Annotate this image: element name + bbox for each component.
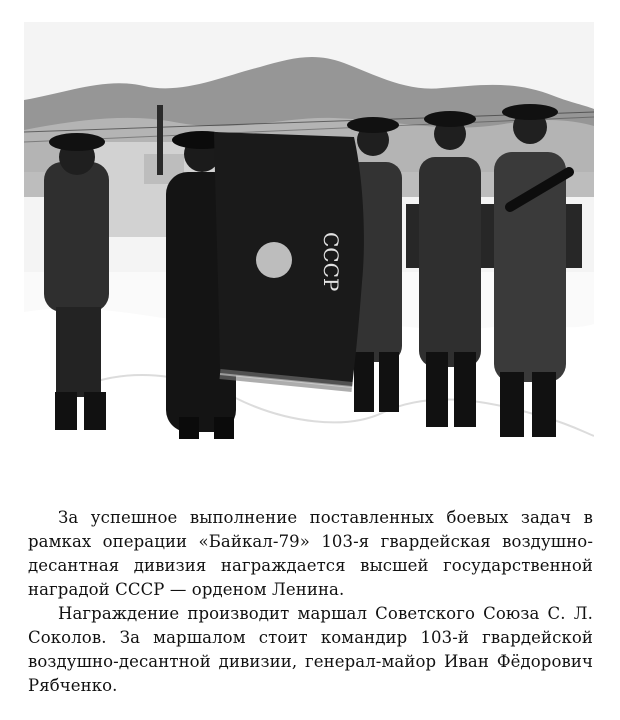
caption-text [28, 506, 593, 698]
caption-paragraph-1: За успешное выполнение поставленных боевых задач в рамках операции «Байкал-79» 103-я гвардейская воздушно-десантная дивизия награждается высшей государственной наградой СССР — орденом Ленина. [28, 508, 593, 599]
utility-pole [157, 105, 163, 175]
photo-scene [24, 22, 594, 467]
flag-cccp-text: СССР [319, 232, 343, 292]
caption-paragraph-2: Награждение производит маршал Советского Союза С. Л. Соколов. За маршалом стоит командир 103-й гвардейской воздушно-десантной дивизии, генерал-майор Иван Фёдорович Рябченко. [28, 604, 593, 695]
red-banner [214, 132, 364, 387]
historical-photo [24, 22, 594, 467]
portrait-emblem [256, 242, 292, 278]
